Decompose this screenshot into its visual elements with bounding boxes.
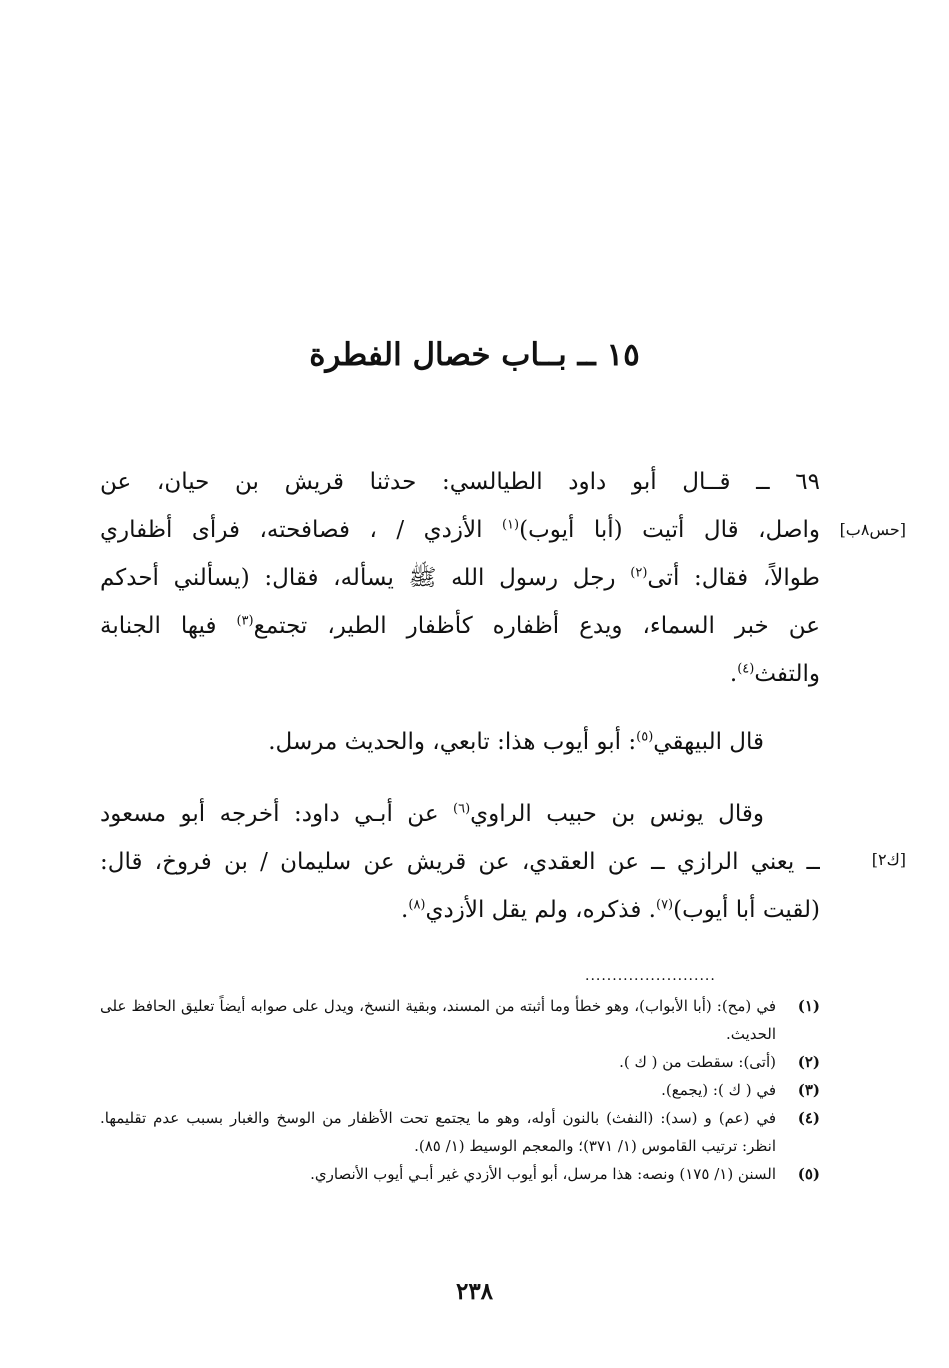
footnote-number: (٣) [797,1081,820,1099]
hadith-69-line-3 [100,554,820,602]
hadith-69-line-4 [100,602,820,650]
bayhaqi-paragraph [100,718,820,766]
footnote-text: السنن (١/ ١٧٥) ونصه: هذا مرسل، أبو أيوب الأزدي غير أبـي أيوب الأنصاري. [310,1165,776,1183]
margin-manuscript-note: [حس٨ب] [839,520,906,539]
footnote-ref-8[interactable]: (٨) [408,897,426,913]
hadith-69-line-2 [100,506,820,554]
footnote-number: (١) [797,997,820,1015]
text-run: عن خبر السماء، ويدع أظفاره كأظفار الطير، تجتمع [253,613,820,639]
text-run: . [729,661,738,687]
footnote-item [100,1076,820,1104]
text-run: (لقيت أبا أيوب) [673,897,820,923]
text-run: واصل، قال أتيت (أبا أيوب) [519,517,820,543]
footnote-number: (٢) [797,1053,820,1071]
yunus-paragraph [100,790,820,934]
page-number: ٢٣٨ [455,1278,494,1305]
margin-manuscript-note: [ك٢] [871,850,906,869]
footnote-ref-5[interactable]: (٥) [636,729,654,745]
footnote-text: في (مح): (أبا الأبواب)، وهو خطأ وما أثبته من المسند، وبقية النسخ، ويدل على صوابه أيضاً تعليق الحافظ على الحديث. [100,997,776,1043]
text-run: . [401,897,409,923]
footnote-item [100,1048,820,1076]
text-run: . فذكره، ولم يقل الأزدي [425,897,656,923]
footnote-text: (أتى): سقطت من ( ك ). [619,1053,776,1071]
text-run: والتفث [754,661,820,687]
hadith-69-paragraph [100,458,820,698]
footnote-separator: ........................ [585,968,716,984]
footnote-text: في (عم) و (سد): (النفث) بالنون أوله، وهو ما يجتمع تحت الأظفار من الوسخ والغبار بسبب عدم تقليمها. انظر: ترتيب القاموس (١/ ٣٧١)؛ والمعجم الوسيط (١/ ٨٥). [100,1109,776,1155]
yunus-line-1 [100,790,820,838]
yunus-line-2: ــ يعني الرازي ــ عن العقدي، عن قريش عن سليمان / بن فروخ، قال: [100,849,820,875]
footnote-number: (٤) [797,1109,820,1127]
bayhaqi-line [100,718,820,766]
footnote-item [100,1160,820,1188]
text-run: رجل رسول الله ﷺ يسأله، فقال: (يسألني أحدكم [100,565,631,591]
text-run: فيها الجنابة [100,613,237,639]
footnote-ref-2[interactable]: (٢) [630,565,648,581]
text-run: قال البيهقي [653,729,764,755]
yunus-line-3 [100,886,820,934]
footnote-ref-1[interactable]: (١) [501,517,520,533]
footnotes-section [100,992,820,1188]
text-run: طوالاً، فقال: أتى [647,565,820,591]
chapter-title: ١٥ ــ بــاب خصال الفطرة [309,337,640,373]
hadith-69-line-5 [100,650,820,698]
text-run: وقال يونس بن حبيب الراوي [470,801,764,827]
hadith-69-line-1: ٦٩ ــ قــال أبو داود الطيالسي: حدثنا قريش بن حيان، عن [100,469,820,495]
footnote-number: (٥) [797,1165,820,1183]
footnote-ref-6[interactable]: (٦) [453,801,471,817]
text-run: : أبو أيوب هذا: تابعي، والحديث مرسل. [268,729,637,755]
text-run: عن أبـي داود: أخرجه أبو مسعود [100,801,453,827]
footnote-item [100,992,820,1048]
text-run: الأزدي / ، فصافحته، فرأى أظفاري [100,517,502,543]
footnote-text: في ( ك ): (يجمع). [661,1081,776,1099]
footnote-item [100,1104,820,1160]
footnote-ref-3[interactable]: (٣) [236,613,254,629]
footnote-ref-4[interactable]: (٤) [737,661,755,677]
footnote-ref-7[interactable]: (٧) [655,897,674,913]
